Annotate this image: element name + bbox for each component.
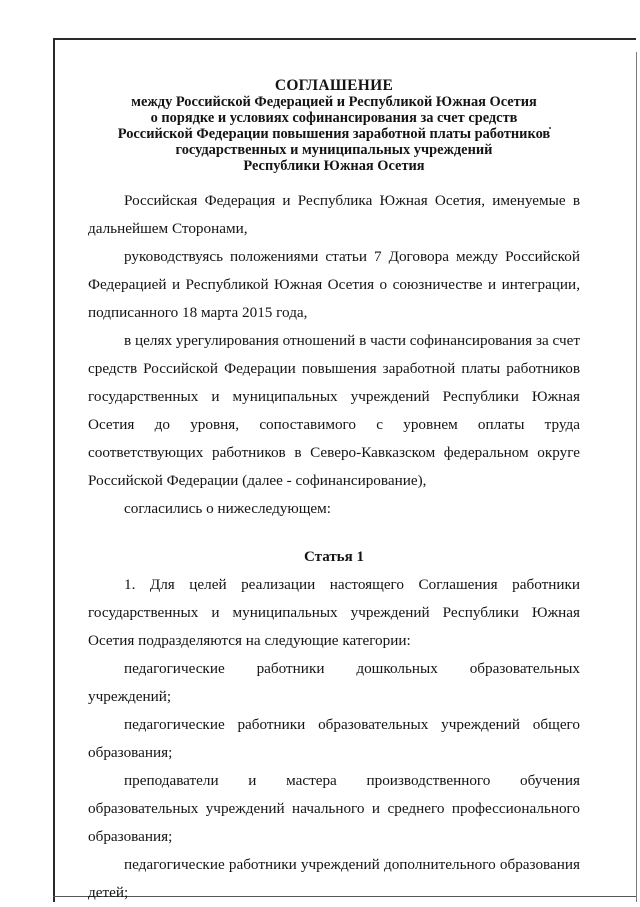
preamble-purpose: в целях урегулирования отношений в части софинансирования за счет средств Российской Федерации повышения заработной платы работников государственных и муниципальных учреждений Республики Южная Осетия до уровня, сопоставимого с уровнем оплаты труда соответствующих работников в Северо-Кавказском федеральном округе Российской Федерации (далее - софинансирование), [88,332,580,489]
category-item: педагогические работники учреждений дополнительного образования детей; [88,856,580,901]
category-item: преподаватели и мастера производственного обучения образовательных учреждений начального и среднего профессионального образования; [88,772,580,845]
category-item: педагогические работники образовательных учреждений общего образования; [88,716,580,761]
article-1-intro: 1. Для целей реализации настоящего Соглашения работники государственных и муниципальных учреждений Республики Южная Осетия подразделяются на следующие категории: [88,576,580,649]
preamble-agreed: согласились о нижеследующем: [124,500,332,517]
page-border-right [636,52,637,902]
title-line: о порядке и условиях софинансирования за счет средств [150,110,518,126]
title-line: Республики Южная Осетия [243,158,425,174]
title-line: между Российской Федерацией и Республикой Южная Осетия [131,94,537,110]
document-body [88,78,580,907]
preamble-parties: Российская Федерация и Республика Южная Осетия, именуемые в дальнейшем Сторонами, [88,192,580,237]
category-item: педагогические работники дошкольных образовательных учреждений; [88,660,580,705]
document-title [88,78,580,174]
title-line: государственных и муниципальных учреждений [175,142,493,158]
article-heading: Статья 1 [304,549,364,565]
preamble-basis: руководствуясь положениями статьи 7 Договора между Российской Федерацией и Республикой Южная Осетия о союзничестве и интеграции, подписанного 18 марта 2015 года, [88,248,580,321]
title-main: СОГЛАШЕНИЕ [274,77,394,94]
title-line: Российской Федерации повышения заработной платы работников [117,126,551,142]
